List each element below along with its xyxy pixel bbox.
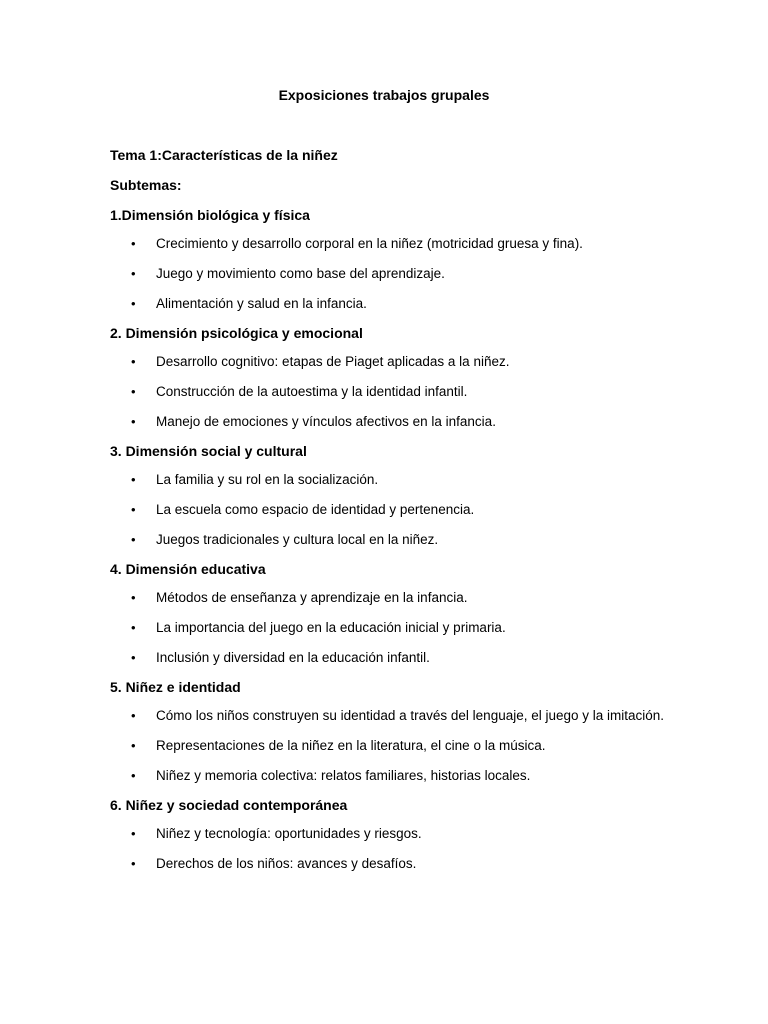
list-item xyxy=(110,294,676,314)
list-item-text: Niñez y tecnología: oportunidades y riesgos. xyxy=(156,826,422,841)
list-item xyxy=(110,234,676,254)
section-heading: 3. Dimensión social y cultural xyxy=(110,443,307,459)
bullet-list xyxy=(110,470,650,550)
bullet-icon: • xyxy=(131,414,136,429)
list-item-text: Niñez y memoria colectiva: relatos familiares, historias locales. xyxy=(156,768,531,783)
topic-heading: Tema 1:Características de la niñez xyxy=(110,147,338,163)
list-item xyxy=(110,382,676,402)
bullet-icon: • xyxy=(131,384,136,399)
list-item xyxy=(110,264,676,284)
document-body xyxy=(110,146,665,884)
bullet-icon: • xyxy=(131,826,136,841)
list-item xyxy=(110,706,676,726)
bullet-icon: • xyxy=(131,768,136,783)
list-item xyxy=(110,470,676,490)
bullet-icon: • xyxy=(131,738,136,753)
list-item-text: Crecimiento y desarrollo corporal en la niñez (motricidad gruesa y fina). xyxy=(156,236,583,251)
bullet-icon: • xyxy=(131,856,136,871)
section-heading: 4. Dimensión educativa xyxy=(110,561,266,577)
list-item xyxy=(110,530,676,550)
bullet-icon: • xyxy=(131,532,136,547)
list-item-text: La escuela como espacio de identidad y pertenencia. xyxy=(156,502,475,517)
bullet-list xyxy=(110,234,650,314)
bullet-icon: • xyxy=(131,296,136,311)
document-title: Exposiciones trabajos grupales xyxy=(278,87,490,103)
bullet-icon: • xyxy=(131,502,136,517)
bullet-icon: • xyxy=(131,472,136,487)
list-item-text: La familia y su rol en la socialización. xyxy=(156,472,379,487)
subtopics-label: Subtemas: xyxy=(110,177,182,193)
list-item-text: Desarrollo cognitivo: etapas de Piaget aplicadas a la niñez. xyxy=(156,354,510,369)
bullet-icon: • xyxy=(131,236,136,251)
section-heading: 5. Niñez e identidad xyxy=(110,679,241,695)
list-item-text: Métodos de enseñanza y aprendizaje en la infancia. xyxy=(156,590,468,605)
list-item-text: Construcción de la autoestima y la identidad infantil. xyxy=(156,384,468,399)
list-item xyxy=(110,588,676,608)
bullet-list xyxy=(110,352,650,432)
list-item xyxy=(110,618,676,638)
list-item-text: Juego y movimiento como base del aprendizaje. xyxy=(156,266,445,281)
list-item-text: Representaciones de la niñez en la literatura, el cine o la música. xyxy=(156,738,546,753)
section-heading: 6. Niñez y sociedad contemporánea xyxy=(110,797,348,813)
list-item-text: Manejo de emociones y vínculos afectivos en la infancia. xyxy=(156,414,496,429)
bullet-list xyxy=(110,824,650,874)
list-item-text: Derechos de los niños: avances y desafíos. xyxy=(156,856,417,871)
list-item xyxy=(110,736,676,756)
list-item-text: Alimentación y salud en la infancia. xyxy=(156,296,367,311)
bullet-list xyxy=(110,588,650,668)
bullet-icon: • xyxy=(131,650,136,665)
list-item xyxy=(110,824,676,844)
bullet-icon: • xyxy=(131,620,136,635)
bullet-icon: • xyxy=(131,590,136,605)
list-item xyxy=(110,854,676,874)
list-item-text: Juegos tradicionales y cultura local en la niñez. xyxy=(156,532,439,547)
list-item xyxy=(110,412,676,432)
list-item xyxy=(110,648,676,668)
list-item-text: Inclusión y diversidad en la educación infantil. xyxy=(156,650,430,665)
bullet-list xyxy=(110,706,665,786)
list-item-text: La importancia del juego en la educación inicial y primaria. xyxy=(156,620,506,635)
bullet-icon: • xyxy=(131,708,136,723)
list-item xyxy=(110,500,676,520)
bullet-icon: • xyxy=(131,354,136,369)
list-item-text: Cómo los niños construyen su identidad a través del lenguaje, el juego y la imitación. xyxy=(156,708,665,723)
section-heading: 1.Dimensión biológica y física xyxy=(110,207,310,223)
bullet-icon: • xyxy=(131,266,136,281)
list-item xyxy=(110,766,676,786)
section-heading: 2. Dimensión psicológica y emocional xyxy=(110,325,363,341)
list-item xyxy=(110,352,676,372)
